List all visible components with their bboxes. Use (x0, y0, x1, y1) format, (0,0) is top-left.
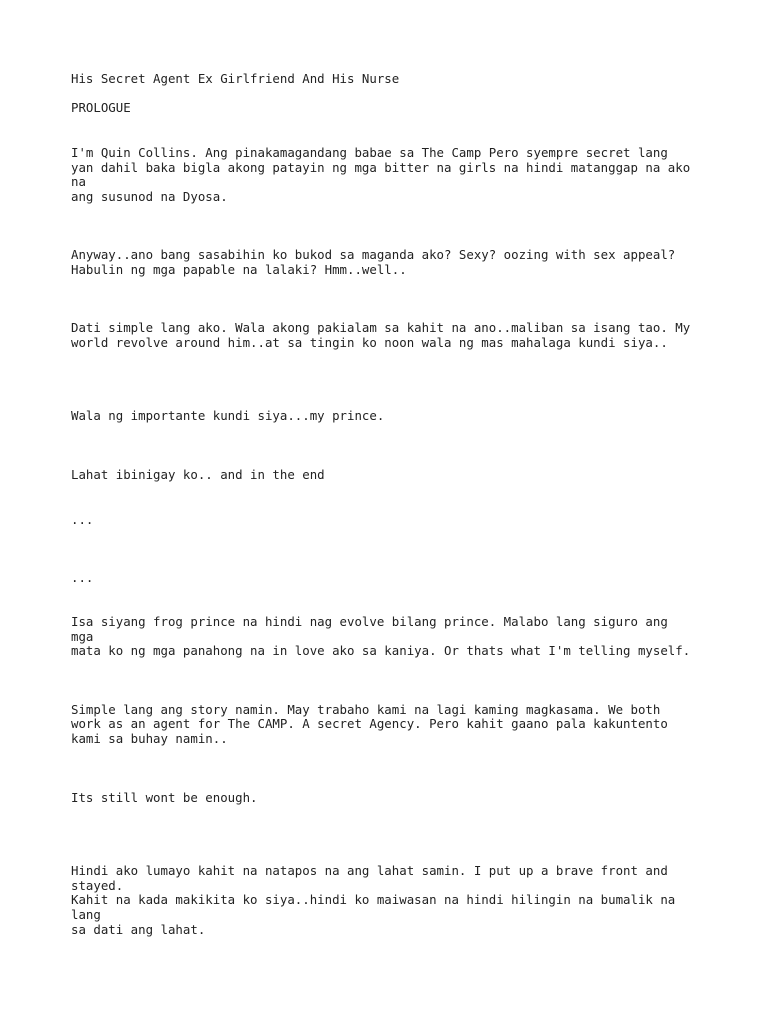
text-line: work as an agent for The CAMP. A secret Agency. Pero kahit gaano pala kakuntento (71, 716, 668, 731)
ellipsis-line: ... (71, 512, 94, 527)
text-line: stayed. (71, 878, 124, 893)
text-line: Hindi ako lumayo kahit na natapos na ang lahat samin. I put up a brave front and (71, 863, 668, 878)
text-line: yan dahil baka bigla akong patayin ng mga bitter na girls na hindi matanggap na ako (71, 160, 691, 175)
text-line: Simple lang ang story namin. May trabaho kami na lagi kaming magkasama. We both (71, 702, 661, 717)
text-line: ang susunod na Dyosa. (71, 189, 228, 204)
prologue-heading: PROLOGUE (71, 100, 131, 115)
text-line: I'm Quin Collins. Ang pinakamagandang babae sa The Camp Pero syempre secret lang (71, 145, 668, 160)
text-line: mga (71, 629, 94, 644)
text-line: Kahit na kada makikita ko siya..hindi ko maiwasan na hindi hilingin na bumalik na (71, 892, 676, 907)
text-line: kami sa buhay namin.. (71, 731, 228, 746)
text-line: lang (71, 907, 101, 922)
ellipsis-line: ... (71, 570, 94, 585)
text-line: Its still wont be enough. (71, 790, 258, 805)
text-line: world revolve around him..at sa tingin ko noon wala ng mas mahalaga kundi siya.. (71, 335, 668, 350)
text-line: Anyway..ano bang sasabihin ko bukod sa maganda ako? Sexy? oozing with sex appeal? (71, 247, 676, 262)
text-line: Wala ng importante kundi siya...my prince. (71, 408, 385, 423)
text-line: Habulin ng mga papable na lalaki? Hmm..well.. (71, 262, 407, 277)
text-line: sa dati ang lahat. (71, 922, 206, 937)
document-title: His Secret Agent Ex Girlfriend And His Nurse (71, 71, 400, 86)
text-line: mata ko ng mga panahong na in love ako sa kaniya. Or thats what I'm telling myself. (71, 643, 691, 658)
text-line: Isa siyang frog prince na hindi nag evolve bilang prince. Malabo lang siguro ang (71, 614, 668, 629)
text-line: na (71, 174, 86, 189)
text-line: Lahat ibinigay ko.. and in the end (71, 467, 325, 482)
text-line: Dati simple lang ako. Wala akong pakialam sa kahit na ano..maliban sa isang tao. My (71, 320, 691, 335)
